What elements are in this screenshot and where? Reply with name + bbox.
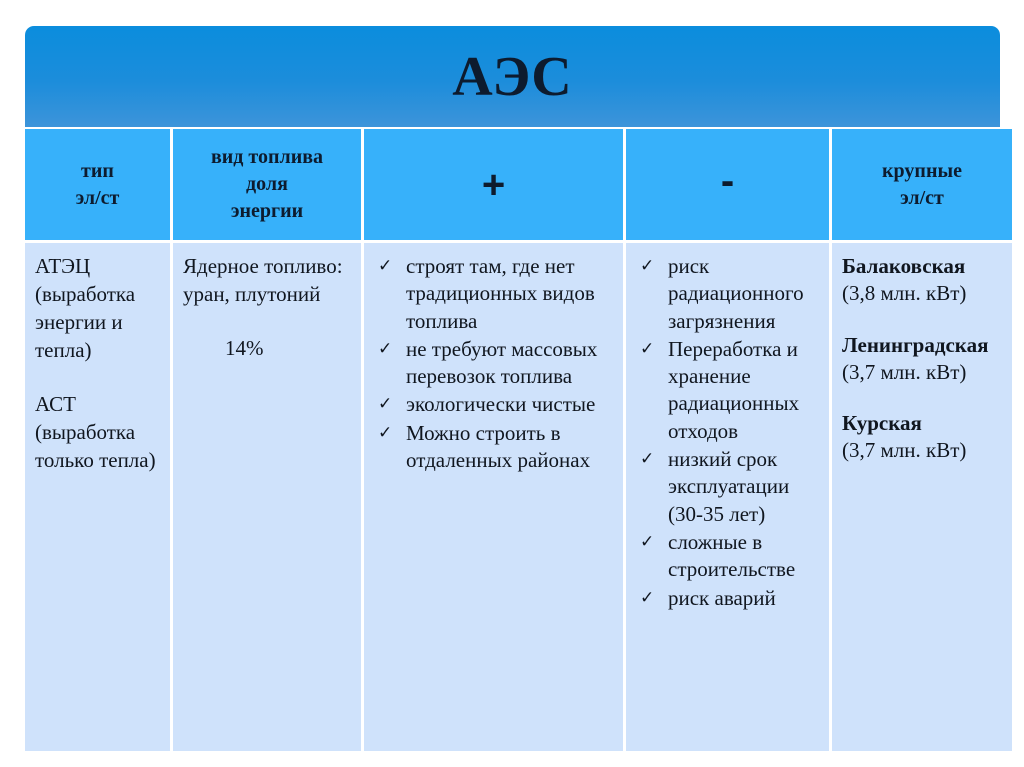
column-header-cons [626, 129, 829, 240]
column-header-major-plants-line2: эл/ст [900, 186, 944, 209]
cell-major-plants [832, 243, 1012, 751]
column-header-type-line2: эл/ст [75, 186, 120, 209]
list-item [842, 410, 1004, 465]
plant-power: (3,7 млн. кВт) [842, 438, 967, 463]
check-icon: ✓ [640, 256, 655, 276]
cons-list [636, 253, 821, 612]
minus-icon: - [720, 158, 735, 203]
check-icon: ✓ [640, 587, 655, 608]
list-item-label: риск радиационного загрязнения [668, 254, 804, 333]
fuel-energy-share: 14% [225, 335, 264, 360]
column-header-fuel-text [211, 144, 323, 224]
check-icon: ✓ [640, 449, 655, 470]
cell-pros [364, 243, 623, 751]
list-item [374, 420, 615, 475]
plant-power: (3,8 млн. кВт) [842, 281, 967, 306]
check-icon: ✓ [640, 531, 655, 552]
cell-cons [626, 243, 829, 751]
check-icon: ✓ [378, 394, 393, 415]
comparison-table [25, 129, 1000, 748]
list-item-label: Можно строить в отдаленных районах [406, 420, 591, 473]
column-header-type-line1: тип [81, 159, 114, 182]
plus-icon: + [481, 162, 506, 207]
check-icon: ✓ [640, 338, 655, 359]
list-item [842, 332, 1004, 387]
plant-name: Ленинградская [842, 332, 989, 357]
pros-list [374, 253, 615, 474]
plant-power: (3,7 млн. кВт) [842, 359, 967, 384]
check-icon: ✓ [378, 256, 393, 276]
column-header-major-plants-line1: крупные [882, 159, 962, 182]
list-item [636, 336, 821, 445]
type-block-atec: АТЭЦ (выработка энергии и тепла) [35, 254, 136, 362]
check-icon: ✓ [378, 338, 393, 359]
slide-title-bar [25, 26, 1000, 127]
column-header-fuel [173, 129, 361, 240]
list-item [636, 585, 821, 612]
list-item [374, 336, 615, 391]
list-item [374, 391, 615, 418]
list-item-label: строят там, где нет традиционных видов топлива [406, 254, 595, 333]
column-header-major-plants-text [882, 158, 962, 212]
list-item-label: низкий срок эксплуатации (30-35 лет) [668, 447, 790, 526]
column-header-type [25, 129, 170, 240]
list-item-label: не требуют массовых перевозок топлива [406, 336, 598, 389]
list-item-label: Переработка и хранение радиационных отходов [668, 336, 800, 443]
page-title: АЭС [452, 45, 573, 108]
cell-type [25, 243, 170, 751]
column-header-type-text [76, 158, 120, 212]
cell-fuel [173, 243, 361, 751]
plant-name: Курская [842, 411, 922, 436]
column-header-major-plants [832, 129, 1012, 240]
list-item [636, 529, 821, 584]
list-item [636, 253, 821, 335]
column-header-fuel-line1: вид топлива [210, 146, 324, 169]
type-block-ast: АСТ (выработка только тепла) [35, 391, 156, 472]
list-item-label: экологически чистые [406, 392, 596, 417]
fuel-description: Ядерное топливо: уран, плутоний [183, 254, 343, 306]
list-item [842, 253, 1004, 308]
plant-name: Балаковская [842, 254, 966, 278]
column-header-fuel-line2: доля [246, 173, 288, 196]
list-item [636, 446, 821, 528]
list-item [374, 253, 615, 335]
check-icon: ✓ [378, 422, 393, 443]
list-item-label: сложные в строительстве [668, 529, 796, 582]
column-header-pros [364, 129, 623, 240]
list-item-label: риск аварий [668, 585, 776, 610]
column-header-fuel-line3: энергии [230, 199, 304, 222]
